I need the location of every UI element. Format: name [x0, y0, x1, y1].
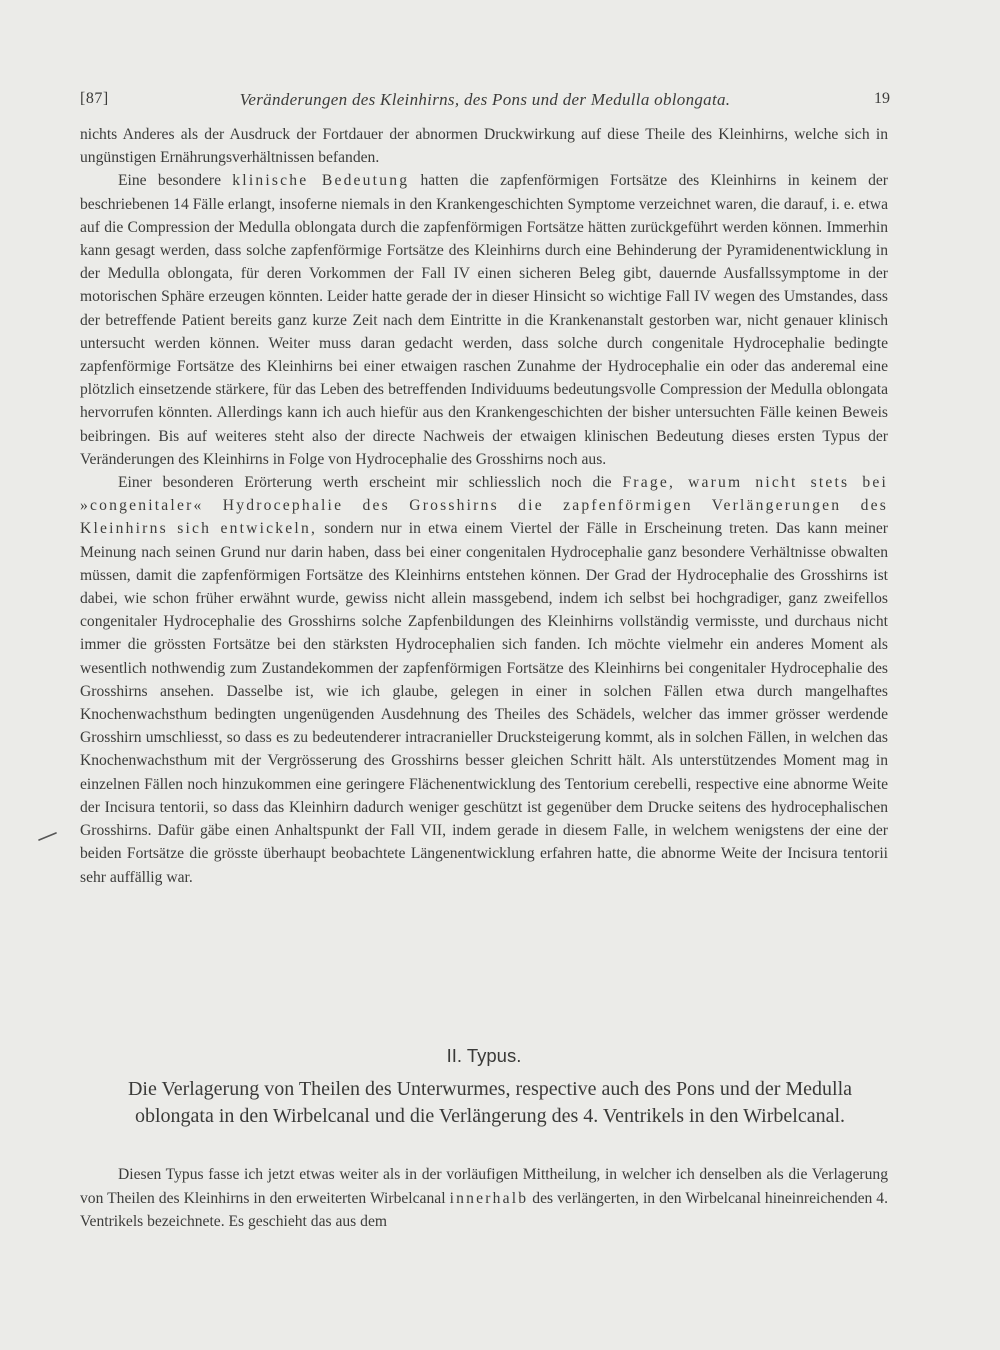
header-running-title: Veränderungen des Kleinhirns, des Pons und der Medulla oblongata. [239, 90, 731, 109]
paragraph-4 [80, 1163, 888, 1234]
paragraph-4-rest: des verlängerten, in den Wirbelcanal hineinreichenden 4. Ventrikels bezeichnete. Es geschieht das aus dem [80, 1189, 889, 1230]
paragraph-1: nichts Anderes als der Ausdruck der Fortdauer der abnormen Druckwirkung auf diese Theile des Kleinhirns, welche sich in ungünstigen Ernährungsverhältnissen befanden. [80, 126, 888, 167]
header-page-bracket-number: [87] [80, 90, 109, 107]
closing-body-text [80, 1163, 888, 1234]
paragraph-2-start: Eine besondere [118, 172, 222, 190]
paragraph-3 [80, 471, 888, 889]
paragraph-4-start: Diesen Typus fasse ich jetzt etwas weiter als in der vorläufigen Mittheilung, in welcher ich denselben als die Verlagerung von Theilen des Kleinhirns in den erweiterten Wirbelcanal [80, 1166, 888, 1207]
paragraph-3-start: Einer besonderen Erörterung werth erscheint mir schliesslich noch die [118, 474, 612, 492]
paragraph-2-rest: hatten die zapfenförmigen Fortsätze des Kleinhirns in keinem der beschriebenen 14 Fälle erlangt, insoferne niemals in den Krankengeschichten Symptome verzeichnet waren, die darauf, i. e. etwa auf die Compression der Medulla oblongata durch die zapfenförmigen Fortsätze hätten zurückgeführt werden können. Immerhin kann gesagt werden, dass solche zapfenförmige Fortsätze des Kleinhirns durch eine Behinderung der Pyramidenentwicklung in der Medulla oblongata, für deren Vorkommen der Fall IV einen sicheren Beleg gibt, dauernde Ausfallssymptome in der motorischen Sphäre erzeugen könnten. Leider hatte gerade der in dieser Hinsicht so wichtige Fall IV wegen des Umstandes, dass der betreffende Patient bereits ganz kurze Zeit nach dem Eintritte in die Krankenanstalt gestorben war, nicht genauer klinisch untersucht werden können. Weiter muss daran gedacht werden, dass solche durch congenitale Hydrocephalie bedingte zapfenförmige Fortsätze des Kleinhirns bei einer etwaigen raschen Zunahme der Hydrocephalie ein oder das anderemal eine plötzlich einsetzende stärkere, für das Leben des betreffenden Individuums bedeutungsvolle Compression der Medulla oblongata hervorrufen könnten. Allerdings kann ich auch hiefür aus den Krankengeschichten der bisher untersuchten Fälle keinen Beweis beibringen. Bis auf weiteres steht also der directe Nachweis der etwaigen klinischen Bedeutung dieses ersten Typus der Veränderungen des Kleinhirns in Folge von Hydrocephalie des Grosshirns noch aus. [80, 172, 888, 468]
paragraph-4-spaced: innerhalb [449, 1189, 529, 1207]
main-body-text [80, 123, 888, 889]
paragraph-3-rest: sondern nur in etwa einem Viertel der Fälle in Erscheinung treten. Das kann meiner Meinung nach seinen Grund nur darin haben, dass bei einer congenitalen Hydrocephalie ganz besondere Verhältnisse obwalten müssen, damit die zapfenförmigen Fortsätze des Kleinhirns entstehen können. Der Grad der Hydrocephalie des Grosshirns ist dabei, wie schon früher erwähnt wurde, gewiss nicht allein massgebend, indem ich selbst bei hochgradiger, ganz zweifellos congenitaler Hydrocephalie des Grosshirns solche Zapfenbildungen des Kleinhirns vollständig vermisste, und durchaus nicht immer die grössten Fortsätze bei den stärksten Hydrocephalien sich fanden. Ich möchte vielmehr ein anderes Moment als wesentlich nothwendig zum Zustandekommen der zapfenförmigen Fortsätze des Kleinhirns bei congenitaler Hydrocephalie des Grosshirns ansehen. Dasselbe ist, wie ich glaube, gelegen in einer in solchen Fällen etwa durch mangelhaftes Knochenwachsthum bedingten ungenügenden Ausdehnung des Theiles des Schädels, welcher das immer grösser werdende Grosshirn umschliesst, so dass es zu bedeutenderer intracranieller Drucksteigerung kommt, als in solchen Fällen, in welchen das Knochenwachsthum mit der Vergrösserung des Grosshirns besser gleichen Schritt hält. Als unterstützendes Moment mag in einzelnen Fällen noch hinzukommen eine geringere Flächenentwicklung des Tentorium cerebelli, respective eine abnorme Weite der Incisura tentorii, so dass das Kleinhirn dadurch weniger geschützt ist gegenüber dem Drucke seitens des hydrocephalischen Grosshirns. Dafür gäbe einen Anhaltspunkt der Fall VII, indem gerade in diesem Falle, in welchem wenigstens der eine der beiden Fortsätze die grösste überhaupt beobachtete Längenentwicklung erfahren hatte, die abnorme Weite der Incisura tentorii sehr auffällig war. [80, 520, 888, 886]
running-header [80, 90, 890, 114]
paragraph-2 [80, 169, 888, 471]
paragraph-2-spaced: klinische Bedeutung [232, 172, 410, 190]
header-page-number: 19 [874, 90, 890, 107]
paragraph-3-spaced: Frage, warum nicht stets bei »congenitaler« Hydrocephalie des Grosshirns die zapfenförmigen Verlängerungen des Kleinhirns sich entwickeln, [80, 474, 888, 538]
section-title: Die Verlagerung von Theilen des Unterwurmes, respective auch des Pons und der Medulla oblongata in den Wirbelcanal und die Verlängerung des 4. Ventrikels in den Wirbelcanal. [127, 1078, 853, 1127]
section-number-heading: II. Typus. [446, 1045, 522, 1066]
pencil-mark-icon [38, 831, 58, 841]
